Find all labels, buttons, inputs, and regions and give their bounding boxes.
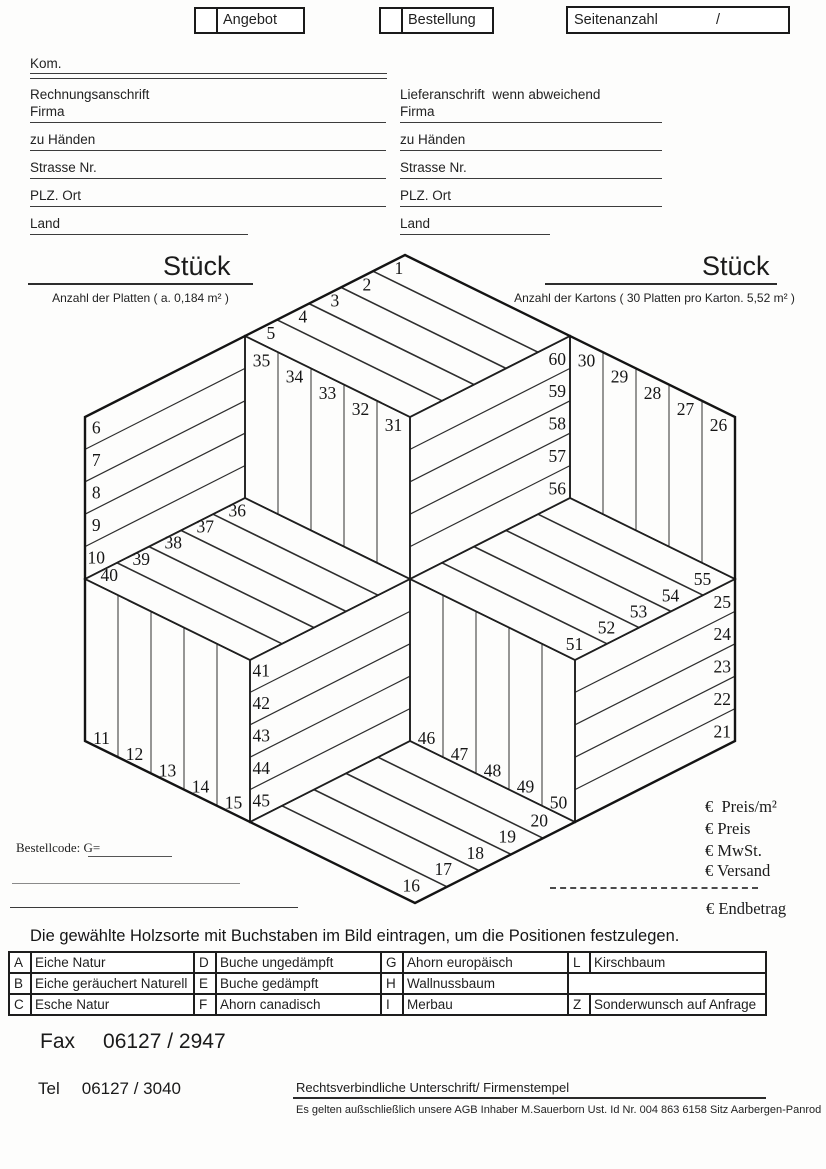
- strip-divider: [149, 547, 314, 628]
- strip-divider: [282, 806, 447, 887]
- strip-divider: [575, 709, 735, 790]
- strip-number-46: 46: [417, 727, 436, 748]
- bestellcode-field-line[interactable]: [88, 856, 172, 857]
- wood-letter[interactable]: L: [568, 952, 590, 973]
- strip-number-60: 60: [548, 348, 566, 369]
- strip-divider: [181, 530, 346, 611]
- blank-line-2[interactable]: [10, 907, 298, 908]
- strip-number-5: 5: [266, 322, 276, 343]
- strip-divider: [575, 676, 735, 757]
- strip-number-33: 33: [318, 382, 337, 403]
- strip-divider: [410, 466, 570, 547]
- strip-number-19: 19: [498, 826, 516, 847]
- strip-divider: [474, 547, 639, 628]
- mwst-label: € MwSt.: [705, 841, 762, 860]
- strip-divider: [442, 563, 607, 644]
- wood-letter[interactable]: Z: [568, 994, 590, 1015]
- strip-number-38: 38: [164, 532, 182, 553]
- panel-lower-center-left-wall[interactable]: [250, 579, 410, 822]
- strip-divider: [538, 514, 703, 595]
- wood-name: Ahorn canadisch: [216, 994, 381, 1015]
- strip-number-59: 59: [548, 381, 566, 402]
- strip-number-37: 37: [196, 516, 214, 537]
- wood-name: Kirschbaum: [590, 952, 766, 973]
- wood-name: Eiche Natur: [31, 952, 194, 973]
- wood-letter[interactable]: H: [381, 973, 403, 994]
- field-label: Strasse Nr.: [400, 160, 467, 175]
- seitenanzahl-box[interactable]: [566, 6, 790, 34]
- signature-line[interactable]: [293, 1097, 766, 1099]
- strip-divider: [314, 790, 479, 871]
- fax-line: [40, 1030, 226, 1054]
- strip-number-1: 1: [394, 258, 404, 279]
- strip-number-48: 48: [483, 760, 502, 781]
- strip-number-57: 57: [548, 446, 566, 467]
- strip-divider: [250, 644, 410, 725]
- tel-line: [38, 1079, 181, 1099]
- field-label: Firma: [400, 104, 435, 119]
- wood-letter[interactable]: A: [9, 952, 31, 973]
- left-stueck-subtitle: Anzahl der Platten ( a. 0,184 m² ): [52, 291, 229, 305]
- strip-number-47: 47: [450, 744, 469, 765]
- strip-number-36: 36: [228, 500, 246, 521]
- shipping-field-strasse[interactable]: [400, 160, 662, 179]
- strip-number-8: 8: [91, 482, 101, 503]
- angebot-group: [194, 7, 305, 34]
- billing-field-land[interactable]: [30, 216, 248, 235]
- strip-number-49: 49: [516, 776, 535, 797]
- wood-empty-cell: [568, 973, 766, 994]
- field-label: Land: [400, 216, 431, 231]
- strip-number-17: 17: [434, 859, 452, 880]
- strip-number-11: 11: [93, 727, 110, 748]
- field-label: PLZ. Ort: [400, 188, 452, 203]
- field-label: Strasse Nr.: [30, 160, 97, 175]
- strip-number-23: 23: [713, 656, 731, 677]
- wood-letter[interactable]: G: [381, 952, 403, 973]
- strip-number-50: 50: [549, 792, 568, 813]
- strip-divider: [250, 709, 410, 790]
- wood-letter[interactable]: F: [194, 994, 216, 1015]
- tel-label: Tel: [38, 1079, 60, 1098]
- shipping-field-land[interactable]: [400, 216, 550, 235]
- right-stueck-title: Stück: [702, 251, 770, 281]
- strip-divider: [373, 271, 538, 352]
- wood-letter[interactable]: E: [194, 973, 216, 994]
- endbetrag-label: € Endbetrag: [706, 899, 787, 918]
- strip-divider: [85, 368, 245, 449]
- billing-field-firma[interactable]: [30, 104, 386, 123]
- wood-letter[interactable]: C: [9, 994, 31, 1015]
- left-stueck-title: Stück: [163, 251, 231, 281]
- strip-number-35: 35: [252, 350, 271, 371]
- strip-number-40: 40: [100, 565, 118, 586]
- panel-right-lower-wall[interactable]: [575, 579, 735, 822]
- strip-number-27: 27: [676, 399, 695, 420]
- strip-divider: [341, 287, 506, 368]
- strip-divider: [213, 514, 378, 595]
- panel-outline: [410, 336, 570, 579]
- strip-number-22: 22: [713, 689, 731, 710]
- strip-divider: [410, 401, 570, 482]
- panel-outline: [250, 579, 410, 822]
- blank-line-1[interactable]: [12, 883, 240, 884]
- wood-name: Buche gedämpft: [216, 973, 381, 994]
- wood-name: Esche Natur: [31, 994, 194, 1015]
- billing-field-zu-haenden[interactable]: [30, 132, 386, 151]
- strip-number-9: 9: [91, 514, 101, 535]
- billing-field-strasse[interactable]: [30, 160, 386, 179]
- wood-row-1: [9, 952, 766, 973]
- strip-divider: [250, 676, 410, 757]
- strip-number-43: 43: [252, 725, 270, 746]
- strip-number-54: 54: [661, 585, 680, 606]
- strip-number-13: 13: [158, 760, 177, 781]
- total-separator-line: [550, 887, 758, 889]
- strip-number-24: 24: [713, 624, 731, 645]
- strip-divider: [277, 320, 442, 401]
- strip-number-30: 30: [577, 350, 596, 371]
- strip-number-31: 31: [384, 415, 403, 436]
- panel-upper-center-right-wall[interactable]: [410, 336, 570, 579]
- wood-name: Ahorn europäisch: [403, 952, 568, 973]
- strip-number-16: 16: [402, 875, 420, 896]
- strip-number-29: 29: [610, 366, 629, 387]
- field-label: PLZ. Ort: [30, 188, 82, 203]
- strip-divider: [506, 530, 671, 611]
- strip-number-34: 34: [285, 366, 304, 387]
- kom-field-line[interactable]: [30, 73, 387, 79]
- wood-name: Wallnussbaum: [403, 973, 568, 994]
- panel-outline: [575, 579, 735, 822]
- wood-row-2: [9, 973, 766, 994]
- strip-number-32: 32: [351, 399, 370, 420]
- strip-number-10: 10: [87, 547, 105, 568]
- strip-number-20: 20: [530, 810, 548, 831]
- strip-number-2: 2: [362, 274, 372, 295]
- strip-divider: [250, 611, 410, 692]
- strip-number-18: 18: [466, 842, 484, 863]
- wood-letter[interactable]: I: [381, 994, 403, 1015]
- price-per-m2-label: € Preis/m²: [705, 797, 777, 816]
- wood-name: Merbau: [403, 994, 568, 1015]
- bestellung-label: Bestellung: [403, 7, 494, 34]
- strip-number-41: 41: [252, 660, 270, 681]
- strip-divider: [575, 644, 735, 725]
- strip-number-39: 39: [132, 548, 150, 569]
- strip-number-15: 15: [224, 792, 243, 813]
- wood-name: Eiche geräuchert Naturell: [31, 973, 194, 994]
- tel-number: 06127 / 3040: [81, 1079, 181, 1098]
- strip-divider: [309, 304, 474, 385]
- strip-number-14: 14: [191, 776, 210, 797]
- shipping-field-firma[interactable]: [400, 104, 662, 123]
- strip-number-58: 58: [548, 413, 566, 434]
- strip-divider: [410, 433, 570, 514]
- strip-number-52: 52: [597, 617, 616, 638]
- wood-row-3: [9, 994, 766, 1015]
- wood-name: Buche ungedämpft: [216, 952, 381, 973]
- price-label: € Preis: [705, 819, 751, 838]
- strip-number-3: 3: [330, 290, 340, 311]
- kom-label: Kom.: [30, 56, 62, 71]
- strip-number-4: 4: [298, 306, 308, 327]
- angebot-label: Angebot: [218, 7, 305, 34]
- billing-field-plz-ort[interactable]: [30, 188, 386, 207]
- strip-divider: [378, 757, 543, 838]
- strip-number-45: 45: [252, 790, 270, 811]
- strip-number-53: 53: [629, 601, 648, 622]
- strip-number-21: 21: [713, 721, 731, 742]
- bestellung-checkbox[interactable]: [379, 7, 403, 34]
- field-label: Firma: [30, 104, 65, 119]
- left-stueck-line[interactable]: [28, 283, 253, 285]
- fax-label: Fax: [40, 1030, 76, 1053]
- strip-divider: [346, 773, 511, 854]
- seitenanzahl-slash: /: [716, 12, 721, 28]
- seitenanzahl-label: Seitenanzahl: [574, 12, 658, 28]
- strip-number-44: 44: [252, 757, 270, 778]
- strip-number-56: 56: [548, 478, 566, 499]
- strip-number-55: 55: [693, 569, 712, 590]
- wood-table: [8, 951, 767, 1016]
- field-label: zu Händen: [400, 132, 466, 147]
- bestellcode-label: Bestellcode: G=: [16, 840, 101, 855]
- strip-divider: [85, 433, 245, 514]
- strip-divider: [410, 368, 570, 449]
- strip-number-26: 26: [709, 415, 728, 436]
- shipping-field-zu-haenden[interactable]: [400, 132, 662, 151]
- wood-letter[interactable]: D: [194, 952, 216, 973]
- bestellung-group: [379, 7, 494, 34]
- strip-number-25: 25: [713, 591, 731, 612]
- wood-letter[interactable]: B: [9, 973, 31, 994]
- field-label: Land: [30, 216, 61, 231]
- field-label: zu Händen: [30, 132, 96, 147]
- right-stueck-line[interactable]: [545, 283, 777, 285]
- strip-divider: [85, 401, 245, 482]
- strip-number-42: 42: [252, 693, 270, 714]
- billing-title: Rechnungsanschrift: [30, 87, 150, 102]
- terms-text: Es gelten außschließlich unsere AGB Inhaber M.Sauerborn Ust. Id Nr. 004 863 6158 Sitz Aarbergen-Panrod: [296, 1104, 822, 1116]
- fax-number: 06127 / 2947: [103, 1030, 226, 1053]
- versand-label: € Versand: [705, 861, 771, 880]
- signature-label: Rechtsverbindliche Unterschrift/ Firmenstempel: [296, 1080, 570, 1095]
- strip-number-28: 28: [643, 382, 662, 403]
- shipping-title: Lieferanschrift wenn abweichend: [400, 87, 601, 102]
- angebot-checkbox[interactable]: [194, 7, 218, 34]
- strip-number-7: 7: [91, 450, 101, 471]
- wood-name: Sonderwunsch auf Anfrage: [590, 994, 766, 1015]
- strip-number-51: 51: [565, 633, 584, 654]
- shipping-field-plz-ort[interactable]: [400, 188, 662, 207]
- wood-note: Die gewählte Holzsorte mit Buchstaben im Bild eintragen, um die Positionen festzulegen.: [30, 927, 680, 945]
- right-stueck-subtitle: Anzahl der Kartons ( 30 Platten pro Karton. 5,52 m² ): [514, 291, 795, 305]
- strip-number-6: 6: [91, 417, 101, 438]
- strip-number-12: 12: [125, 744, 144, 765]
- strip-divider: [117, 563, 282, 644]
